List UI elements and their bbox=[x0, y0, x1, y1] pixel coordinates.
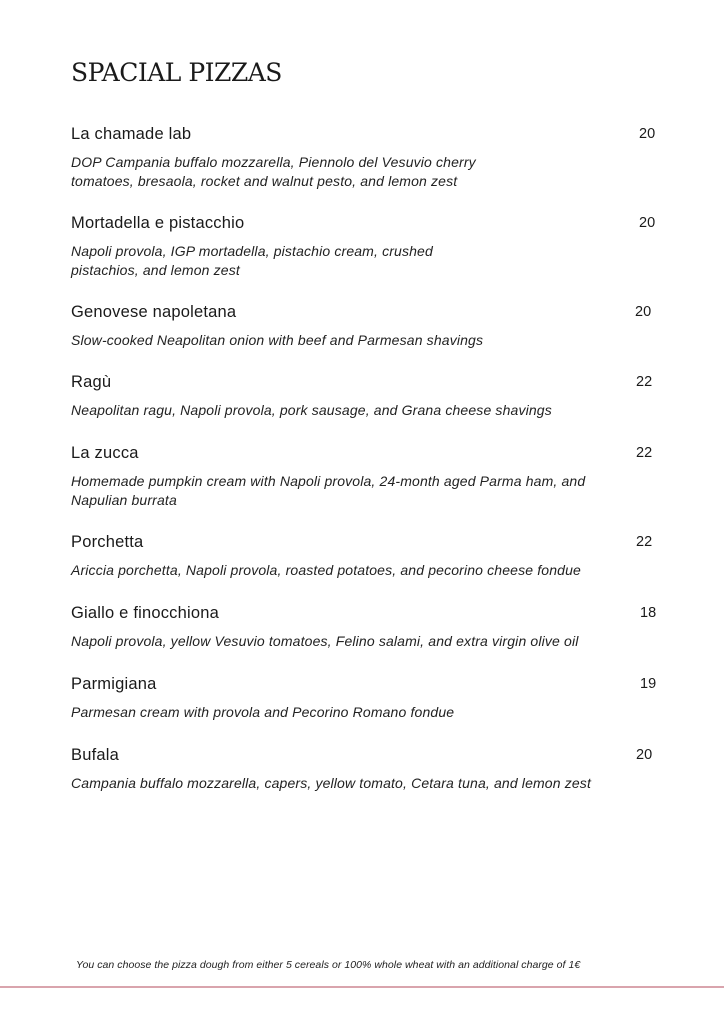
menu-item bbox=[71, 302, 671, 350]
menu-item-description: Campania buffalo mozzarella, capers, yellow tomato, Cetara tuna, and lemon zest bbox=[71, 775, 591, 791]
menu-title: SPACIAL PIZZAS bbox=[71, 58, 282, 87]
menu-item-name: La zucca bbox=[71, 444, 139, 462]
menu-item-description: Napoli provola, IGP mortadella, pistachio cream, crushed pistachios, and lemon zest bbox=[71, 243, 433, 278]
menu-item bbox=[71, 213, 671, 280]
menu-item-name: Ragù bbox=[71, 373, 112, 391]
menu-item-name: Genovese napoletana bbox=[71, 303, 237, 321]
menu-item bbox=[71, 372, 671, 420]
menu-item bbox=[71, 745, 671, 793]
dough-footnote: You can choose the pizza dough from either 5 cereals or 100% whole wheat with an additional charge of 1€ bbox=[76, 959, 581, 971]
menu-item-name: La chamade lab bbox=[71, 125, 192, 143]
menu-item-price: 20 bbox=[636, 747, 653, 763]
menu-item-description: Napoli provola, yellow Vesuvio tomatoes, Felino salami, and extra virgin olive oil bbox=[71, 633, 579, 649]
menu-item bbox=[71, 124, 671, 191]
menu-item bbox=[71, 674, 671, 722]
menu-item-description: Ariccia porchetta, Napoli provola, roasted potatoes, and pecorino cheese fondue bbox=[71, 562, 581, 578]
menu-item bbox=[71, 603, 671, 651]
menu-item-name: Bufala bbox=[71, 746, 119, 764]
menu-item-price: 20 bbox=[635, 304, 652, 320]
menu-item-name: Mortadella e pistacchio bbox=[71, 214, 245, 232]
menu-item-price: 18 bbox=[640, 605, 657, 621]
menu-item-price: 19 bbox=[640, 676, 657, 692]
menu-item bbox=[71, 532, 671, 580]
menu-item-description: Parmesan cream with provola and Pecorino Romano fondue bbox=[71, 704, 455, 720]
menu-item-description: Homemade pumpkin cream with Napoli provola, 24-month aged Parma ham, and Napulian burrata bbox=[71, 473, 586, 508]
menu-item-name: Porchetta bbox=[71, 533, 144, 551]
menu-item-description: Neapolitan ragu, Napoli provola, pork sausage, and Grana cheese shavings bbox=[71, 402, 552, 418]
menu-item-price: 20 bbox=[639, 215, 656, 231]
menu-item-description: Slow-cooked Neapolitan onion with beef and Parmesan shavings bbox=[71, 332, 484, 348]
menu-item-name: Giallo e finocchiona bbox=[71, 604, 220, 622]
menu-item-price: 22 bbox=[636, 374, 653, 390]
menu-item-price: 22 bbox=[636, 534, 653, 550]
menu-item-price: 20 bbox=[639, 126, 656, 142]
footer-divider bbox=[0, 986, 724, 988]
menu-item-price: 22 bbox=[636, 445, 653, 461]
menu-item-name: Parmigiana bbox=[71, 675, 157, 693]
menu-item-description: DOP Campania buffalo mozzarella, Piennolo del Vesuvio cherry tomatoes, bresaola, rocket and walnut pesto, and lemon zest bbox=[71, 154, 476, 189]
menu-item bbox=[71, 443, 671, 510]
